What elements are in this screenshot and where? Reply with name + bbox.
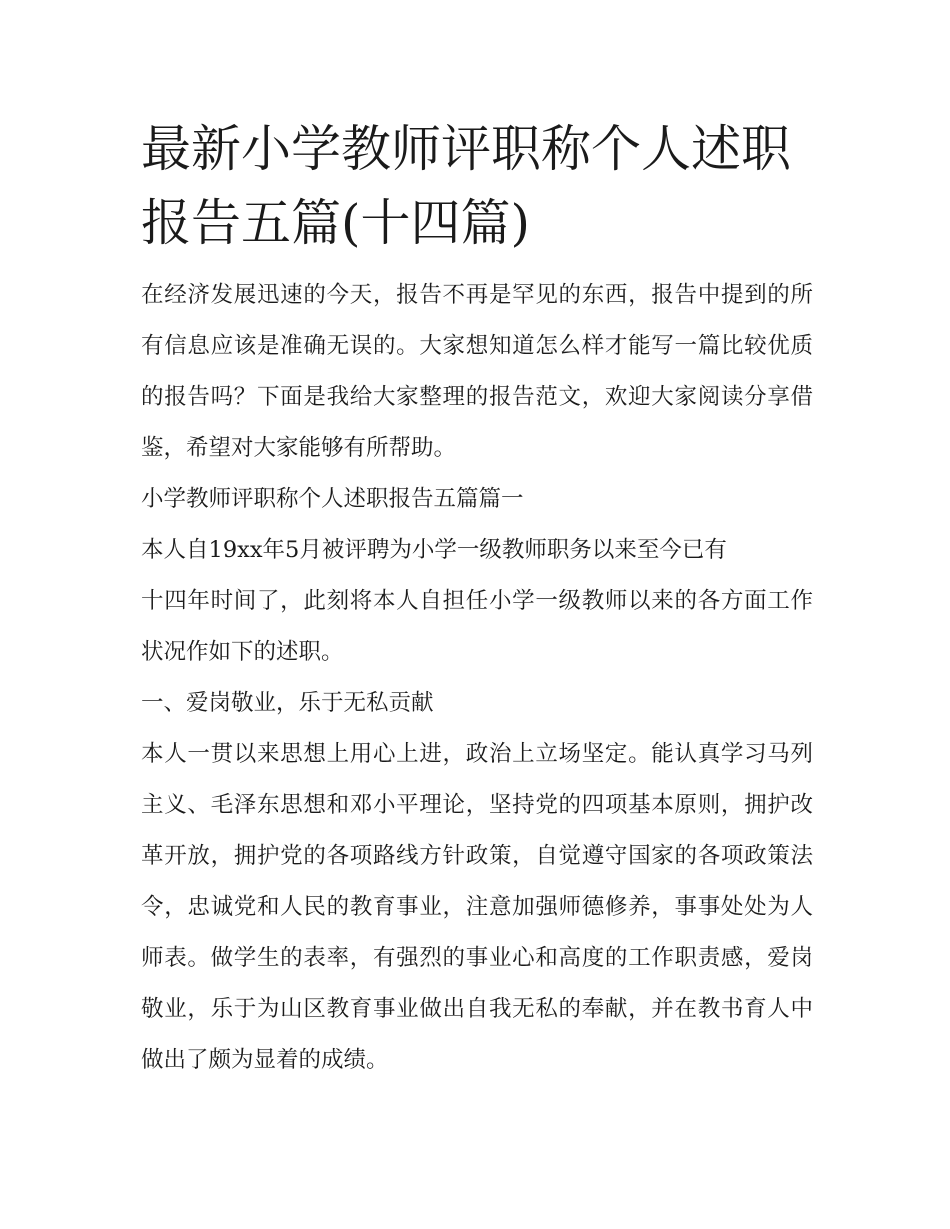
section-heading: 小学教师评职称个人述职报告五篇篇一 [141, 486, 524, 512]
paragraph-1-continued: 十四年时间了，此刻将本人自担任小学一级教师以来的各方面工作状况作如下的述职。 [141, 588, 813, 665]
document-title: 最新小学教师评职称个人述职报告五篇(十四篇) [141, 120, 791, 252]
paragraph-1-line-1: 本人自19xx年5月被评聘为小学一级教师职务以来至今已有 [141, 537, 727, 563]
intro-paragraph: 在经济发展迅速的今天，报告不再是罕见的东西，报告中提到的所有信息应该是准确无误的。大家想知道怎么样才能写一篇比较优质的报告吗？下面是我给大家整理的报告范文，欢迎大家阅读分享借鉴，希望对大家能够有所帮助。 [141, 282, 813, 461]
paragraph-2: 本人一贯以来思想上用心上进，政治上立场坚定。能认真学习马列主义、毛泽东思想和邓小平理论，坚持党的四项基本原则，拥护改革开放，拥护党的各项路线方针政策，自觉遵守国家的各项政策法令，忠诚党和人民的教育事业，注意加强师德修养，事事处处为人师表。做学生的表率，有强烈的事业心和高度的工作职责感，爱岗敬业，乐于为山区教育事业做出自我无私的奉献，并在教书育人中做出了颇为显着的成绩。 [141, 741, 813, 1073]
subheading-1: 一、爱岗敬业，乐于无私贡献 [141, 690, 434, 716]
document-body [141, 270, 813, 1086]
document-page [141, 112, 813, 1086]
